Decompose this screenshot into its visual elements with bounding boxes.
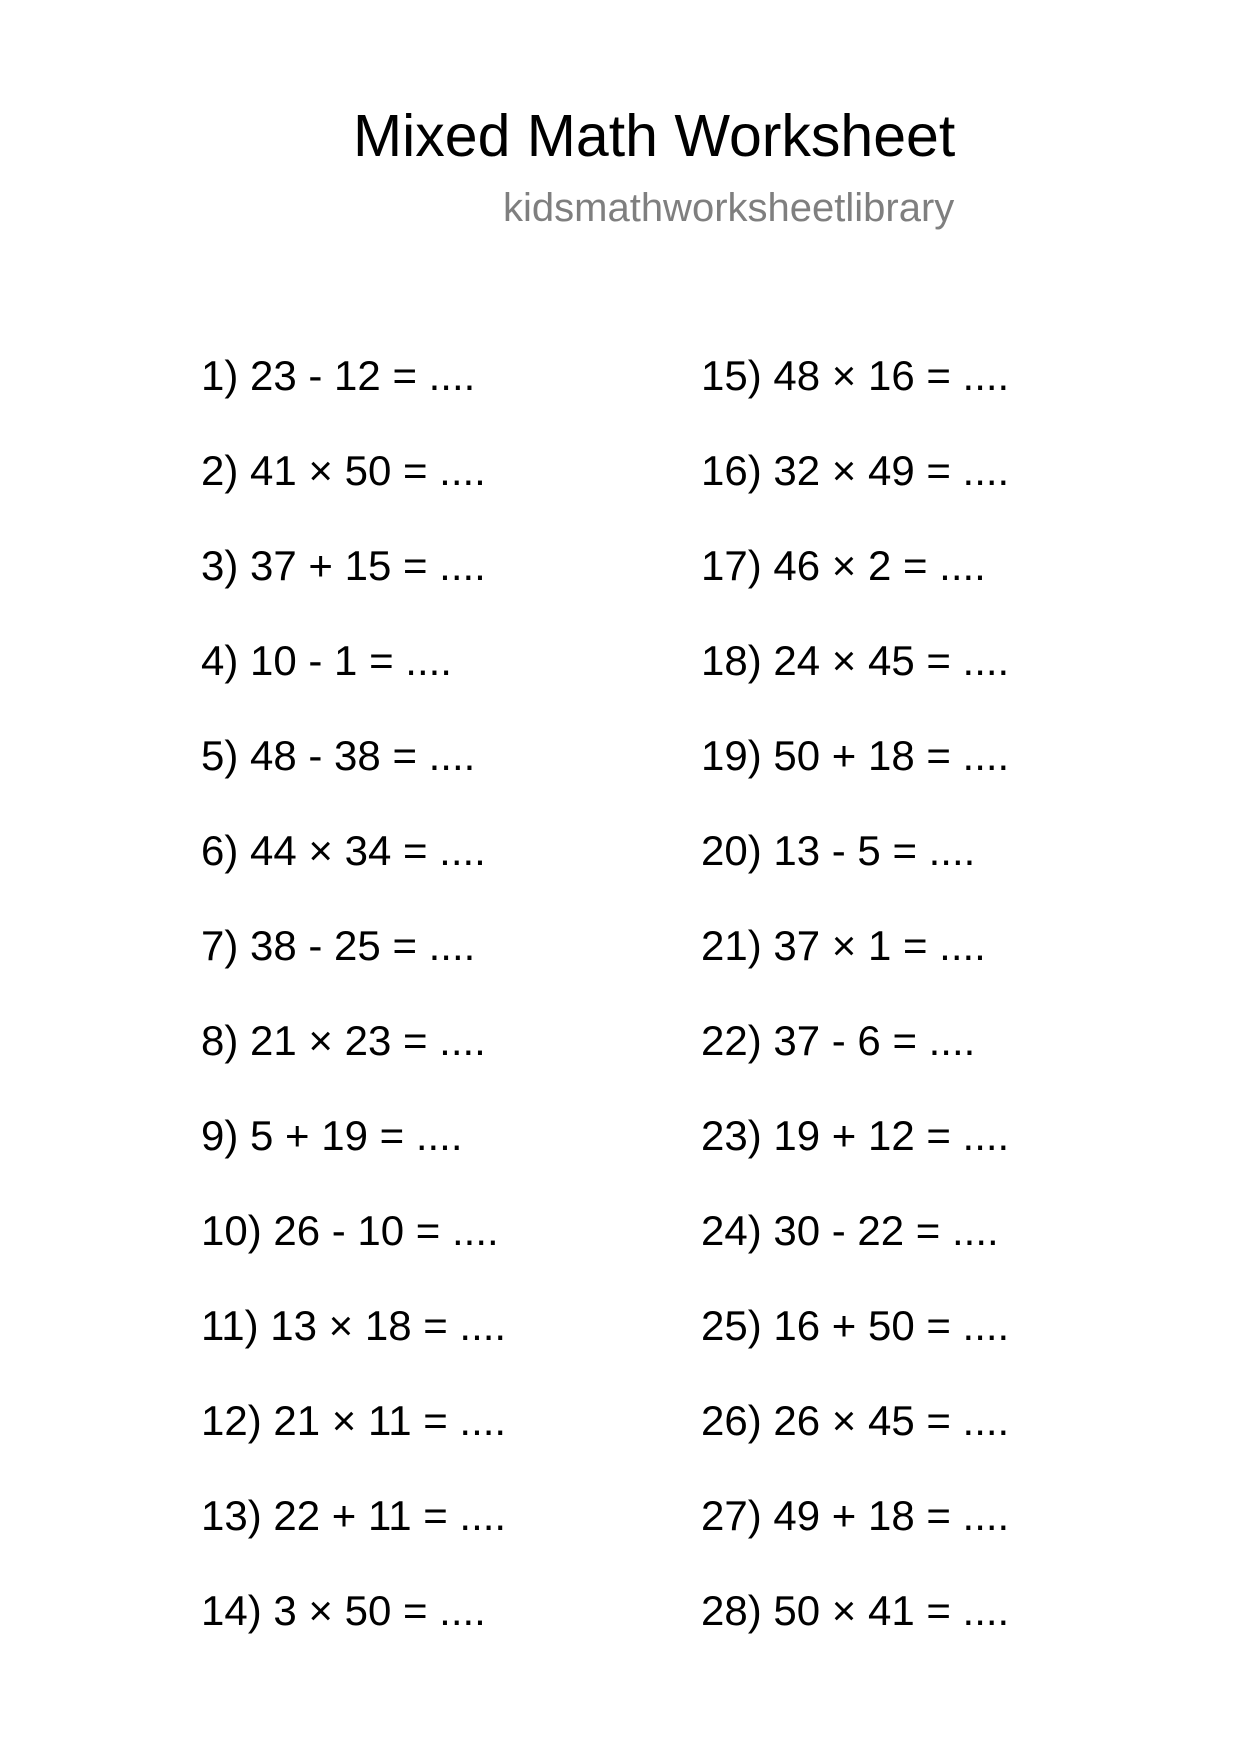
math-problem: 22) 37 - 6 = .... [701,1017,976,1064]
math-problem: 3) 37 + 15 = .... [201,542,486,589]
math-problem: 4) 10 - 1 = .... [201,637,452,684]
math-problem: 10) 26 - 10 = .... [201,1207,499,1254]
math-problem: 21) 37 × 1 = .... [701,922,986,969]
math-problem: 9) 5 + 19 = .... [201,1112,463,1159]
math-problem: 7) 38 - 25 = .... [201,922,476,969]
math-problem: 25) 16 + 50 = .... [701,1302,1010,1349]
math-problem: 6) 44 × 34 = .... [201,827,486,874]
math-problem: 20) 13 - 5 = .... [701,827,976,874]
page-subtitle: kidsmathworksheetlibrary [503,186,955,230]
page-title: Mixed Math Worksheet [353,103,956,169]
math-problem: 16) 32 × 49 = .... [701,447,1010,494]
math-problem: 18) 24 × 45 = .... [701,637,1010,684]
math-problem: 2) 41 × 50 = .... [201,447,486,494]
problem-column-left [201,344,506,1674]
math-problem: 14) 3 × 50 = .... [201,1587,486,1634]
math-problem: 13) 22 + 11 = .... [201,1492,507,1539]
math-problem: 24) 30 - 22 = .... [701,1207,999,1254]
math-problem: 17) 46 × 2 = .... [701,542,986,589]
math-problem: 27) 49 + 18 = .... [701,1492,1010,1539]
math-problem: 19) 50 + 18 = .... [701,732,1010,779]
math-problem: 26) 26 × 45 = .... [701,1397,1010,1444]
math-problem: 8) 21 × 23 = .... [201,1017,486,1064]
problem-column-right [701,344,1009,1674]
math-problem: 12) 21 × 11 = .... [201,1397,507,1444]
math-problem: 28) 50 × 41 = .... [701,1587,1010,1634]
math-problem: 1) 23 - 12 = .... [201,352,476,399]
math-problem: 5) 48 - 38 = .... [201,732,476,779]
math-problem: 11) 13 × 18 = .... [201,1302,507,1349]
math-problem: 23) 19 + 12 = .... [701,1112,1010,1159]
math-problem: 15) 48 × 16 = .... [701,352,1010,399]
